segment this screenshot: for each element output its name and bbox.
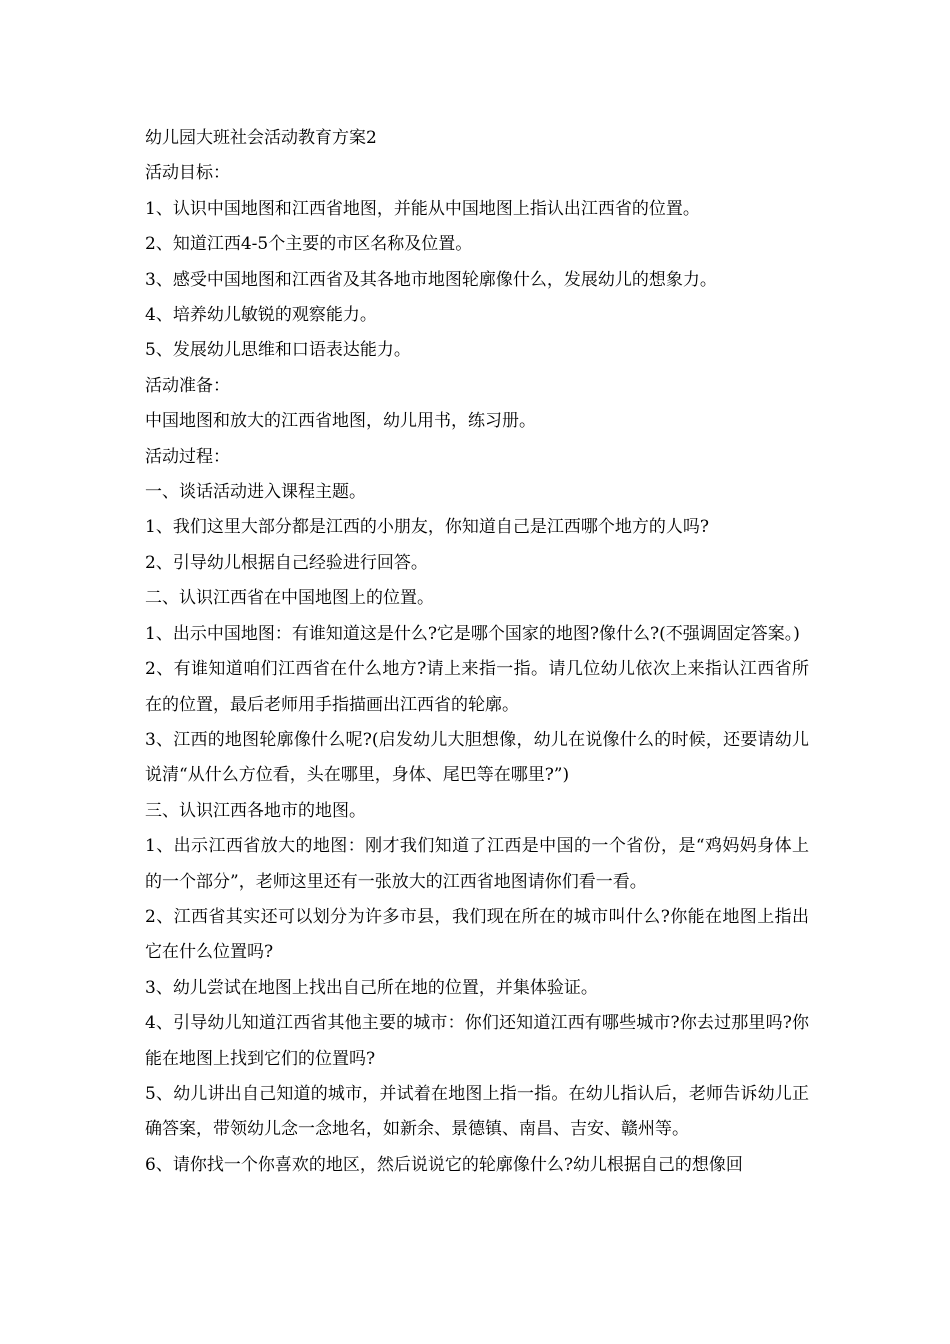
part3-heading: 三、认识江西各地市的地图。 xyxy=(145,800,366,821)
goal-item: 3、感受中国地图和江西省及其各地市地图轮廓像什么，发展幼儿的想象力。 xyxy=(145,269,717,290)
process-heading: 活动过程： xyxy=(145,446,230,467)
part1-item: 1、我们这里大部分都是江西的小朋友，你知道自己是江西哪个地方的人吗? xyxy=(145,517,709,538)
prep-heading: 活动准备： xyxy=(145,375,230,396)
part3-item: 3、幼儿尝试在地图上找出自己所在地的位置，并集体验证。 xyxy=(145,977,598,998)
goal-item: 5、发展幼儿思维和口语表达能力。 xyxy=(145,340,411,361)
part1-item: 2、引导幼儿根据自己经验进行回答。 xyxy=(145,552,428,573)
part1-heading: 一、谈话活动进入课程主题。 xyxy=(145,482,366,503)
part2-heading: 二、认识江西省在中国地图上的位置。 xyxy=(145,588,434,609)
part2-item: 3、江西的地图轮廓像什么呢?(启发幼儿大胆想像，幼儿在说像什么的时候，还要请幼儿说清“从什么方位看，头在哪里，身体、尾巴等在哪里?”) xyxy=(145,729,809,786)
part3-item: 2、江西省其实还可以划分为许多市县，我们现在所在的城市叫什么?你能在地图上指出它在什么位置吗? xyxy=(145,906,809,963)
part2-item: 2、有谁知道咱们江西省在什么地方?请上来指一指。请几位幼儿依次上来指认江西省所在的位置，最后老师用手指描画出江西省的轮廓。 xyxy=(145,659,809,715)
part3-item: 5、幼儿讲出自己知道的城市，并试着在地图上指一指。在幼儿指认后，老师告诉幼儿正确答案，带领幼儿念一念地名，如新余、景德镇、南昌、吉安、赣州等。 xyxy=(145,1083,809,1140)
goals-heading: 活动目标： xyxy=(145,163,230,184)
document-title: 幼儿园大班社会活动教育方案2 xyxy=(145,128,377,148)
goal-item: 1、认识中国地图和江西省地图，并能从中国地图上指认出江西省的位置。 xyxy=(145,198,700,219)
document-page xyxy=(145,121,809,1183)
prep-text: 中国地图和放大的江西省地图，幼儿用书，练习册。 xyxy=(145,411,536,432)
part3-item: 1、出示江西省放大的地图：刚才我们知道了江西是中国的一个省份，是“鸡妈妈身体上的一个部分”，老师这里还有一张放大的江西省地图请你们看一看。 xyxy=(145,836,809,892)
goal-item: 2、知道江西4-5个主要的市区名称及位置。 xyxy=(145,234,473,255)
goal-item: 4、培养幼儿敏锐的观察能力。 xyxy=(145,305,377,326)
part2-item: 1、出示中国地图：有谁知道这是什么?它是哪个国家的地图?像什么?(不强调固定答案。) xyxy=(145,623,800,644)
part3-item: 6、请你找一个你喜欢的地区，然后说说它的轮廓像什么?幼儿根据自己的想像回 xyxy=(145,1154,743,1175)
part3-item: 4、引导幼儿知道江西省其他主要的城市：你们还知道江西有哪些城市?你去过那里吗?你能在地图上找到它们的位置吗? xyxy=(145,1013,809,1069)
